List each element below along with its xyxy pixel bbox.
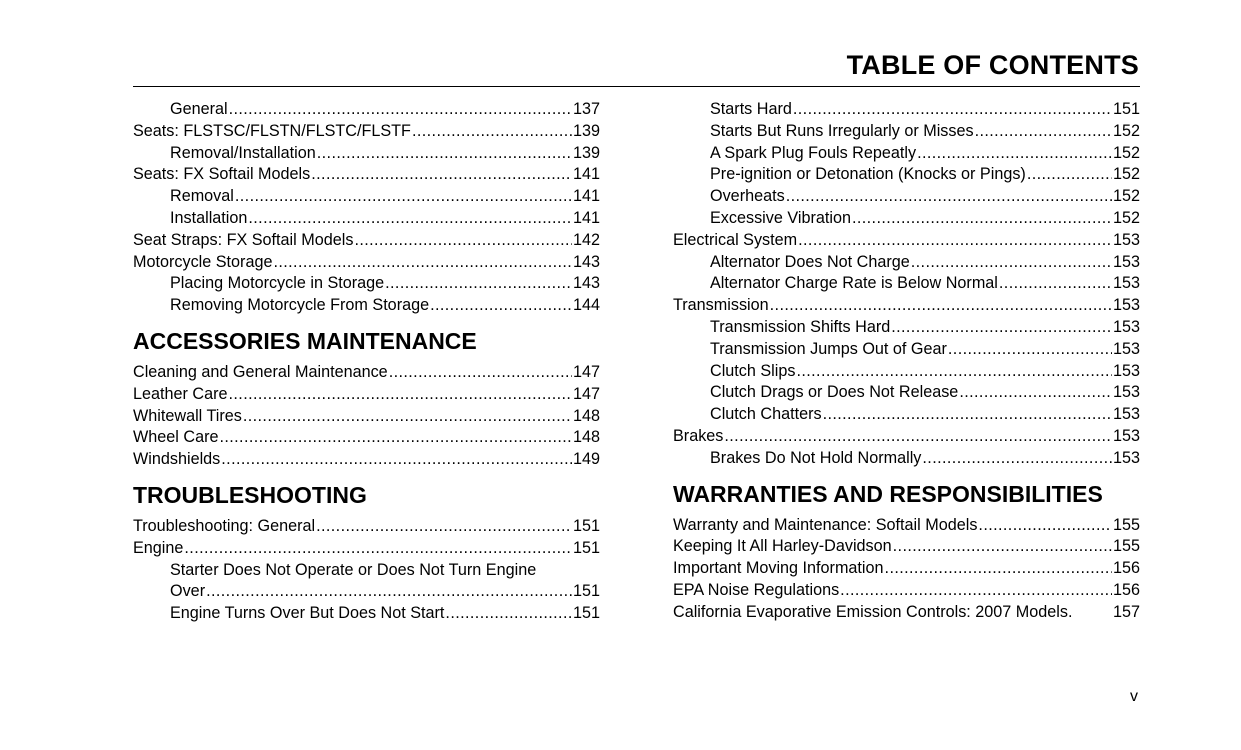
leader-dots xyxy=(389,362,572,384)
toc-entry-page: 153 xyxy=(1112,405,1140,424)
troubleshooting-list xyxy=(133,516,600,560)
toc-entry-label: Brakes Do Not Hold Normally xyxy=(710,448,922,467)
toc-entry-label: Cleaning and General Maintenance xyxy=(133,362,388,381)
toc-entry[interactable] xyxy=(673,143,1140,165)
toc-entry[interactable] xyxy=(673,99,1140,121)
warranties-list xyxy=(673,515,1140,602)
leader-dots xyxy=(893,536,1112,558)
toc-entry-page: 153 xyxy=(1112,448,1140,467)
toc-entry-label: General xyxy=(170,100,228,118)
leader-dots xyxy=(243,406,572,428)
toc-entry-label: Excessive Vibration xyxy=(710,208,851,227)
toc-entry-page: 152 xyxy=(1112,143,1140,162)
toc-entry-page: 148 xyxy=(572,406,600,425)
toc-entry[interactable] xyxy=(673,558,1140,580)
leader-dots xyxy=(445,603,572,625)
toc-entry-label: Engine Turns Over But Does Not Start xyxy=(170,604,445,623)
leader-dots xyxy=(316,516,572,538)
toc-entry-label: Seats: FX Softail Models xyxy=(133,165,311,184)
toc-entry[interactable] xyxy=(673,382,1140,404)
toc-entry[interactable] xyxy=(133,449,600,471)
toc-entry-page: 147 xyxy=(572,384,600,403)
leader-dots xyxy=(724,426,1112,448)
toc-entry[interactable] xyxy=(133,295,600,317)
toc-entry-page: 141 xyxy=(572,165,600,184)
toc-entry-starter-line1[interactable]: Starter Does Not Operate or Does Not Turn Engine xyxy=(170,560,537,579)
leader-dots xyxy=(317,143,572,165)
toc-entry-page: 153 xyxy=(1112,317,1140,336)
toc-entry-page: 149 xyxy=(572,450,600,469)
toc-entry-page: 142 xyxy=(572,230,600,249)
toc-entry[interactable] xyxy=(673,361,1140,383)
toc-entry[interactable] xyxy=(133,252,600,274)
toc-entry-page: 137 xyxy=(572,100,600,118)
leader-dots xyxy=(412,121,572,143)
toc-entry-starter-line2[interactable] xyxy=(133,581,600,603)
toc-entry-page: 148 xyxy=(572,428,600,447)
toc-entry-label: Electrical System xyxy=(673,230,798,249)
toc-entry-label: Removing Motorcycle From Storage xyxy=(170,296,430,315)
toc-entry-page: 141 xyxy=(572,208,600,227)
toc-entry-page: 139 xyxy=(572,121,600,140)
toc-entry-label: Engine xyxy=(133,538,184,557)
toc-entry-page: 155 xyxy=(1112,537,1140,556)
toc-entry-page: 156 xyxy=(1112,580,1140,599)
toc-entry-page: 153 xyxy=(1112,426,1140,445)
leader-dots xyxy=(793,99,1112,121)
toc-entry[interactable] xyxy=(133,273,600,295)
toc-entry[interactable] xyxy=(673,536,1140,558)
leader-dots xyxy=(948,339,1112,361)
right-intro-list xyxy=(673,99,1140,470)
page-title: TABLE OF CONTENTS xyxy=(846,50,1139,80)
leader-dots xyxy=(385,273,572,295)
toc-entry[interactable] xyxy=(133,186,600,208)
toc-entry-page: 151 xyxy=(572,538,600,557)
toc-entry-page: 151 xyxy=(1112,100,1140,118)
leader-dots xyxy=(975,121,1112,143)
toc-entry[interactable] xyxy=(133,230,600,252)
toc-entry-label: Transmission Jumps Out of Gear xyxy=(710,339,947,358)
toc-entry-page: 153 xyxy=(1112,296,1140,315)
toc-entry[interactable] xyxy=(673,515,1140,537)
toc-entry-label: Alternator Charge Rate is Below Normal xyxy=(710,274,998,293)
section-heading-warranties: WARRANTIES AND RESPONSIBILITIES xyxy=(673,480,1103,507)
toc-entry-page: 153 xyxy=(1112,339,1140,358)
leader-dots xyxy=(273,252,572,274)
leader-dots xyxy=(922,448,1112,470)
toc-entry[interactable] xyxy=(133,164,600,186)
toc-entry[interactable] xyxy=(673,273,1140,295)
leader-dots xyxy=(229,99,572,121)
toc-entry-label: Overheats xyxy=(710,187,785,206)
leader-dots xyxy=(796,361,1112,383)
leader-dots xyxy=(430,295,572,317)
toc-entry-page: 151 xyxy=(572,582,600,601)
toc-entry-page: 153 xyxy=(1112,361,1140,380)
toc-entry-page: 144 xyxy=(572,296,600,315)
toc-entry[interactable] xyxy=(673,580,1140,602)
leader-dots xyxy=(891,317,1112,339)
leader-dots xyxy=(823,404,1112,426)
toc-entry-page: 156 xyxy=(1112,559,1140,578)
leader-dots xyxy=(221,449,572,471)
toc-entry[interactable] xyxy=(673,339,1140,361)
toc-entry-label: Brakes xyxy=(673,426,724,445)
leader-dots xyxy=(770,295,1112,317)
header-rule xyxy=(133,86,1140,87)
leader-dots xyxy=(885,558,1112,580)
toc-entry-label: Installation xyxy=(170,208,248,227)
toc-entry-page: 151 xyxy=(572,516,600,535)
toc-entry-page: 153 xyxy=(1112,383,1140,402)
toc-entry-page: 141 xyxy=(572,187,600,206)
toc-entry[interactable] xyxy=(133,362,600,384)
toc-entry-label: Placing Motorcycle in Storage xyxy=(170,274,385,293)
toc-entry-page: 143 xyxy=(572,252,600,271)
toc-entry-label: Alternator Does Not Charge xyxy=(710,252,910,271)
leader-dots xyxy=(798,230,1112,252)
toc-entry[interactable] xyxy=(133,208,600,230)
toc-entry-label: Seats: FLSTSC/FLSTN/FLSTC/FLSTF xyxy=(133,121,411,140)
toc-entry-label: Motorcycle Storage xyxy=(133,252,273,271)
toc-entry-page: 143 xyxy=(572,274,600,293)
section-heading-accessories: ACCESSORIES MAINTENANCE xyxy=(133,327,477,354)
leader-dots xyxy=(786,186,1112,208)
toc-entry-label: Removal xyxy=(170,187,234,206)
toc-entry[interactable] xyxy=(133,121,600,143)
toc-entry-label: Clutch Slips xyxy=(710,361,796,380)
toc-entry-label: Transmission Shifts Hard xyxy=(710,317,891,336)
leader-dots xyxy=(840,580,1112,602)
section-heading-troubleshooting: TROUBLESHOOTING xyxy=(133,481,367,508)
toc-entry-label: Important Moving Information xyxy=(673,559,884,578)
toc-entry[interactable] xyxy=(673,121,1140,143)
toc-entry[interactable] xyxy=(673,317,1140,339)
toc-entry-page: 157 xyxy=(1112,602,1140,621)
toc-entry-page: 152 xyxy=(1112,187,1140,206)
toc-entry-label: California Evaporative Emission Controls: 2007 Models. xyxy=(673,602,1073,621)
toc-entry[interactable] xyxy=(673,426,1140,448)
leader-dots xyxy=(311,164,572,186)
toc-entry[interactable] xyxy=(133,99,600,121)
toc-entry[interactable] xyxy=(673,230,1140,252)
toc-entry-label: Whitewall Tires xyxy=(133,406,242,425)
toc-entry-label: Removal/Installation xyxy=(170,143,316,162)
toc-left-column xyxy=(133,99,600,625)
toc-entry-label: Troubleshooting: General xyxy=(133,516,316,535)
toc-entry-label: Starts But Runs Irregularly or Misses xyxy=(710,121,974,140)
leader-dots xyxy=(229,384,572,406)
toc-right-column xyxy=(673,99,1140,624)
toc-entry-page: 153 xyxy=(1112,230,1140,249)
toc-entry-label: Clutch Chatters xyxy=(710,405,822,424)
toc-entry[interactable] xyxy=(673,208,1140,230)
leader-dots xyxy=(219,427,572,449)
toc-entry-label: Windshields xyxy=(133,450,221,469)
toc-entry-page: 153 xyxy=(1112,274,1140,293)
toc-entry[interactable] xyxy=(673,252,1140,274)
leader-dots xyxy=(206,581,572,603)
toc-entry[interactable] xyxy=(673,164,1140,186)
toc-entry-page: 155 xyxy=(1112,515,1140,534)
page-number: v xyxy=(1130,688,1138,705)
accessories-list xyxy=(133,362,600,471)
toc-entry-label: Leather Care xyxy=(133,384,228,403)
leader-dots xyxy=(354,230,572,252)
leader-dots xyxy=(248,208,572,230)
toc-entry-page: 152 xyxy=(1112,208,1140,227)
leader-dots xyxy=(911,252,1112,274)
leader-dots xyxy=(999,273,1112,295)
leader-dots xyxy=(852,208,1112,230)
toc-entry[interactable] xyxy=(133,406,600,428)
toc-entry-label: A Spark Plug Fouls Repeatly xyxy=(710,143,917,162)
toc-entry-label: Seat Straps: FX Softail Models xyxy=(133,230,354,249)
toc-entry[interactable] xyxy=(673,404,1140,426)
leader-dots xyxy=(978,515,1112,537)
toc-entry-page: 153 xyxy=(1112,252,1140,271)
toc-entry[interactable] xyxy=(133,143,600,165)
toc-entry-label: Wheel Care xyxy=(133,428,219,447)
toc-entry[interactable] xyxy=(133,427,600,449)
leader-dots xyxy=(1027,164,1112,186)
toc-entry-engine-turns-over[interactable] xyxy=(133,603,600,625)
toc-entry[interactable] xyxy=(133,384,600,406)
leader-dots xyxy=(235,186,572,208)
toc-entry-page: 152 xyxy=(1112,121,1140,140)
toc-entry-page: 147 xyxy=(572,362,600,381)
toc-entry-label: Pre-ignition or Detonation (Knocks or Pings) xyxy=(710,165,1026,184)
toc-entry-label: Warranty and Maintenance: Softail Models xyxy=(673,515,978,534)
toc-entry-label: Over xyxy=(170,582,206,601)
toc-entry[interactable] xyxy=(673,448,1140,470)
toc-entry[interactable] xyxy=(133,538,600,560)
leader-dots xyxy=(959,382,1112,404)
toc-entry[interactable] xyxy=(673,295,1140,317)
toc-entry-label: Clutch Drags or Does Not Release xyxy=(710,383,959,402)
toc-entry[interactable] xyxy=(673,186,1140,208)
toc-entry-label: EPA Noise Regulations xyxy=(673,580,840,599)
toc-entry-page: 151 xyxy=(572,604,600,623)
toc-entry-label: Transmission xyxy=(673,296,769,315)
toc-entry-california-emission[interactable] xyxy=(673,602,1140,624)
left-intro-list xyxy=(133,99,600,317)
toc-entry-label: Starts Hard xyxy=(710,100,792,118)
toc-entry-page: 152 xyxy=(1112,165,1140,184)
toc-entry[interactable] xyxy=(133,516,600,538)
toc-entry-label: Keeping It All Harley-Davidson xyxy=(673,537,892,556)
toc-entry-page: 139 xyxy=(572,143,600,162)
leader-dots xyxy=(184,538,572,560)
leader-dots xyxy=(917,143,1112,165)
